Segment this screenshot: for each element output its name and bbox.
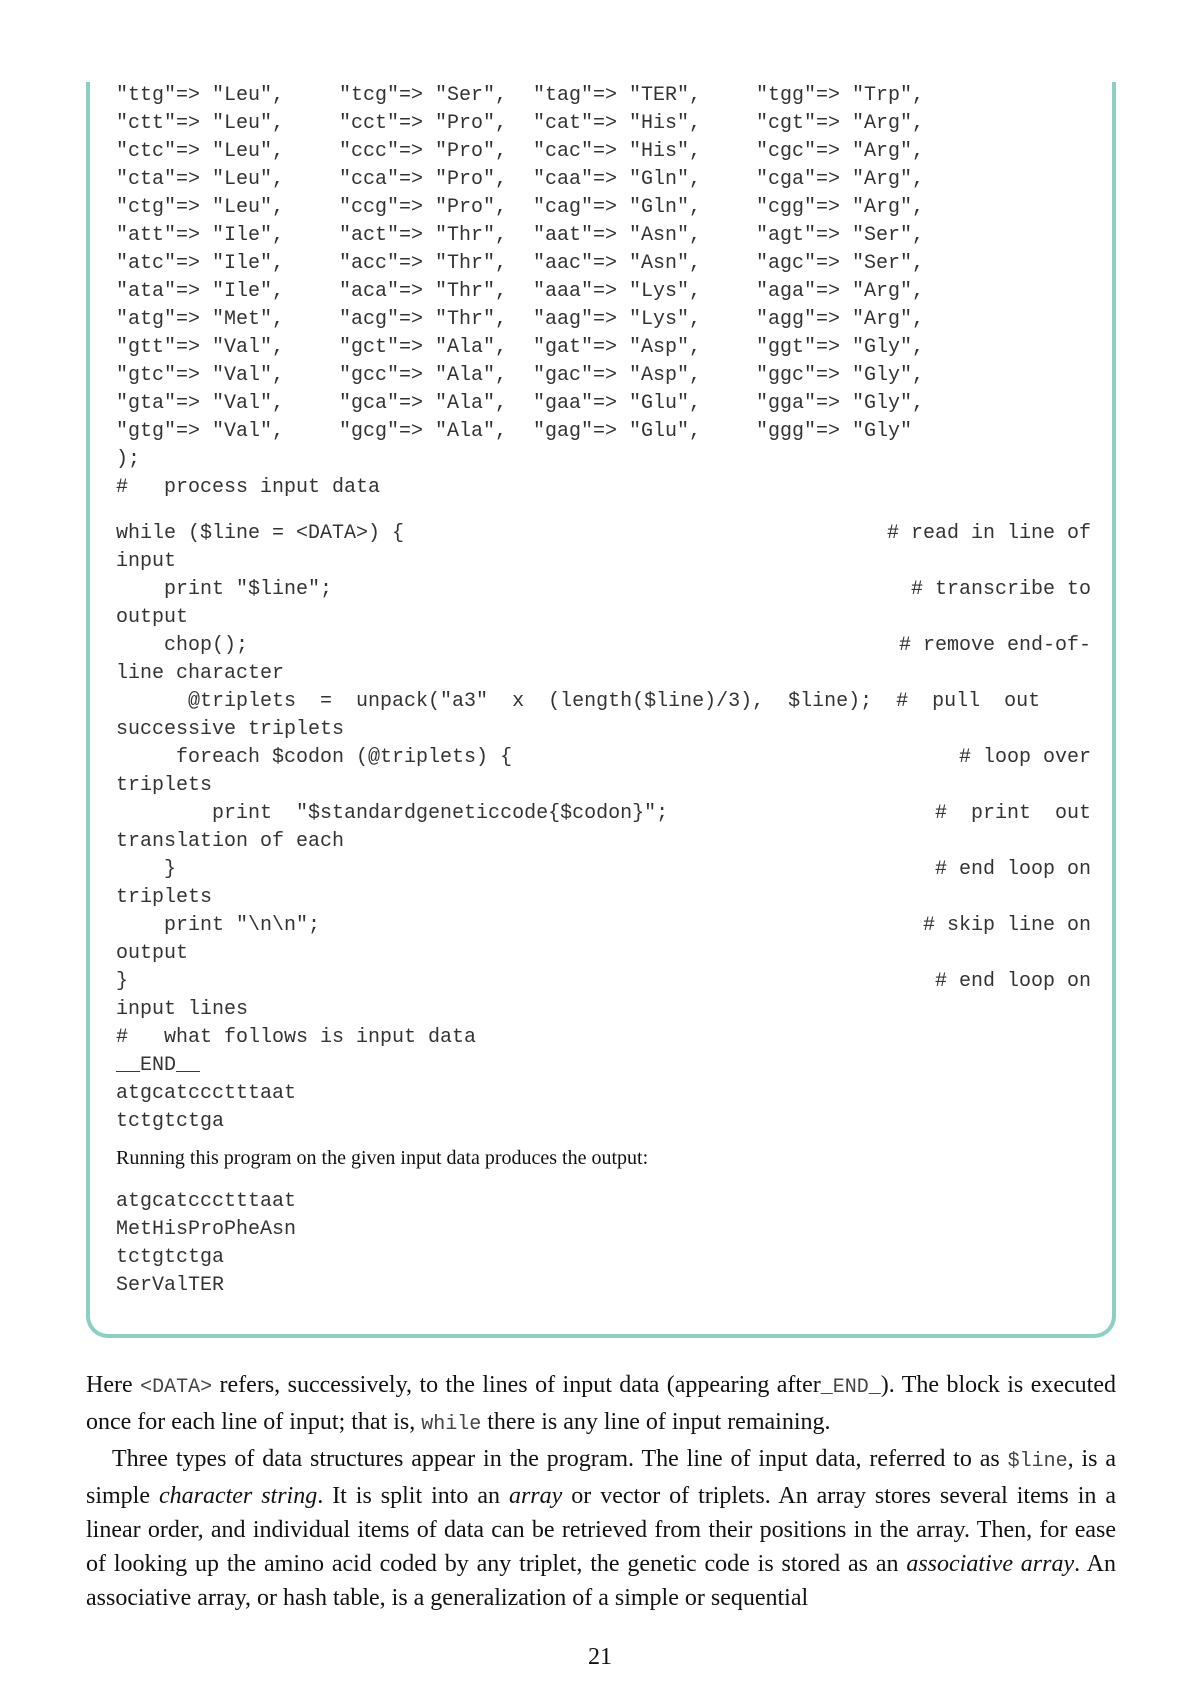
- output-line: MetHisProPheAsn: [116, 1218, 297, 1241]
- code-comment: # loop over: [958, 746, 1091, 769]
- text-run: . An associative array, or hash table, is a generalization of a simple or sequential: [86, 1551, 1116, 1611]
- text-run: Three types of data structures appear in the program. The line of input data, referred to as: [112, 1446, 1008, 1472]
- code-text: chop();: [116, 634, 249, 657]
- text-run: refers, successively, to the lines of input data (appearing after: [212, 1372, 821, 1398]
- code-text: print "$standardgeneticcode{$codon}";: [116, 802, 669, 825]
- inline-code: _END_: [820, 1376, 881, 1399]
- codon-entry: "gct"=> "Ala",: [339, 336, 508, 359]
- codon-row: [116, 334, 1106, 362]
- code-comment: # end loop on: [934, 970, 1091, 993]
- codon-entry: "gca"=> "Ala",: [339, 392, 508, 415]
- codon-row: [116, 194, 1106, 222]
- code-text: }: [116, 970, 129, 993]
- text-run: or vector of triplets. An array stores several items in a linear order, and individual items of data can be retrieved from their positions in the array. Then, for ease of looking up the amino acid coded by any triplet, the genetic code is stored as an: [86, 1483, 1116, 1577]
- codon-row: [116, 138, 1106, 166]
- codon-entry: "gag"=> "Glu",: [533, 420, 702, 443]
- codon-entry: "caa"=> "Gln",: [533, 168, 702, 191]
- code-text: output: [116, 942, 189, 965]
- code-line: [116, 968, 1091, 996]
- codon-entry: "agc"=> "Ser",: [756, 252, 925, 275]
- codon-entry: "agg"=> "Arg",: [756, 308, 925, 331]
- codon-entry: "agt"=> "Ser",: [756, 224, 925, 247]
- output-line: SerValTER: [116, 1274, 225, 1297]
- text-run: there is any line of input remaining.: [481, 1409, 831, 1435]
- code-line: [116, 1052, 1091, 1080]
- code-line: [116, 940, 1091, 968]
- codon-entry: "ctt"=> "Leu",: [116, 112, 285, 135]
- codon-entry: "ctg"=> "Leu",: [116, 196, 285, 219]
- code-line: [116, 1080, 1091, 1108]
- codon-entry: "tag"=> "TER",: [533, 84, 702, 107]
- codon-entry: "cga"=> "Arg",: [756, 168, 925, 191]
- code-text: atgcatccctttaat: [116, 1082, 297, 1105]
- codon-entry: "gcg"=> "Ala",: [339, 420, 508, 443]
- code-line: [116, 744, 1091, 772]
- inline-code: while: [421, 1413, 482, 1436]
- code-line: [116, 912, 1091, 940]
- codon-entry: "atg"=> "Met",: [116, 308, 285, 331]
- code-text: __END__: [116, 1054, 201, 1077]
- code-line: [116, 520, 1091, 548]
- output-caption: Running this program on the given input data produces the output:: [116, 1147, 649, 1169]
- perl-code-listing: [116, 446, 1091, 1136]
- code-comment: # end loop on: [934, 858, 1091, 881]
- codon-row: [116, 222, 1106, 250]
- code-text: # process input data: [116, 476, 381, 499]
- page-number: 21: [588, 1644, 612, 1670]
- text-run: ). The block is executed once for each line of input; that is,: [86, 1372, 1116, 1435]
- codon-row: [116, 362, 1106, 390]
- code-line: [116, 828, 1091, 856]
- code-line: [116, 576, 1091, 604]
- code-text: while ($line = <DATA>) {: [116, 522, 405, 545]
- code-comment: # read in line of: [886, 522, 1091, 545]
- codon-entry: "act"=> "Thr",: [339, 224, 508, 247]
- text-run: . It is split into an: [317, 1483, 509, 1509]
- codon-entry: "att"=> "Ile",: [116, 224, 285, 247]
- codon-entry: "gtc"=> "Val",: [116, 364, 285, 387]
- code-text: triplets: [116, 886, 213, 909]
- codon-entry: "gcc"=> "Ala",: [339, 364, 508, 387]
- emphasis: associative array: [906, 1551, 1075, 1577]
- emphasis: array: [508, 1483, 563, 1509]
- code-text: # what follows is input data: [116, 1026, 477, 1049]
- code-text: line character: [116, 662, 285, 685]
- codon-entry: "aga"=> "Arg",: [756, 280, 925, 303]
- code-text: @triplets = unpack("a3" x (length($line)/3), $line); # pull out: [116, 690, 1041, 713]
- code-line: [116, 1024, 1091, 1052]
- code-comment: # skip line on: [922, 914, 1091, 937]
- code-text: triplets: [116, 774, 213, 797]
- code-line: [116, 604, 1091, 632]
- codon-entry: "aca"=> "Thr",: [339, 280, 508, 303]
- codon-row: [116, 166, 1106, 194]
- codon-entry: "ggt"=> "Gly",: [756, 336, 925, 359]
- code-line: [116, 474, 1091, 502]
- codon-row: [116, 82, 1106, 110]
- program-output: [116, 1188, 296, 1300]
- code-line: [116, 856, 1091, 884]
- codon-row: [116, 250, 1106, 278]
- code-line: [116, 632, 1091, 660]
- codon-entry: "ggc"=> "Gly",: [756, 364, 925, 387]
- code-line: [116, 660, 1091, 688]
- code-text: }: [116, 858, 177, 881]
- codon-entry: "cgc"=> "Arg",: [756, 140, 925, 163]
- codon-row: [116, 418, 1106, 446]
- inline-code: $line: [1007, 1450, 1068, 1473]
- codon-entry: "gta"=> "Val",: [116, 392, 285, 415]
- codon-entry: "gtg"=> "Val",: [116, 420, 285, 443]
- code-spacer: [116, 502, 1091, 520]
- code-line: [116, 548, 1091, 576]
- code-line: [116, 688, 1091, 716]
- codon-entry: "ctc"=> "Leu",: [116, 140, 285, 163]
- codon-entry: "gac"=> "Asp",: [533, 364, 702, 387]
- codon-entry: "cgt"=> "Arg",: [756, 112, 925, 135]
- codon-entry: "atc"=> "Ile",: [116, 252, 285, 275]
- code-text: input: [116, 550, 177, 573]
- codon-entry: "cat"=> "His",: [533, 112, 702, 135]
- codon-entry: "acc"=> "Thr",: [339, 252, 508, 275]
- codon-entry: "ggg"=> "Gly": [756, 420, 913, 443]
- code-comment: # remove end-of-: [898, 634, 1091, 657]
- codon-entry: "ccc"=> "Pro",: [339, 140, 508, 163]
- codon-row: [116, 278, 1106, 306]
- codon-entry: "tgg"=> "Trp",: [756, 84, 925, 107]
- codon-entry: "aat"=> "Asn",: [533, 224, 702, 247]
- genetic-code-table: [116, 82, 1106, 446]
- codon-entry: "cgg"=> "Arg",: [756, 196, 925, 219]
- codon-row: [116, 306, 1106, 334]
- codon-entry: "ata"=> "Ile",: [116, 280, 285, 303]
- codon-entry: "acg"=> "Thr",: [339, 308, 508, 331]
- codon-entry: "cac"=> "His",: [533, 140, 702, 163]
- code-line: [116, 884, 1091, 912]
- code-line: [116, 800, 1091, 828]
- codon-entry: "gga"=> "Gly",: [756, 392, 925, 415]
- paragraph-2: [86, 1442, 1116, 1615]
- codon-entry: "gat"=> "Asp",: [533, 336, 702, 359]
- code-line: [116, 716, 1091, 744]
- code-line: [116, 446, 1091, 474]
- codon-row: [116, 390, 1106, 418]
- codon-entry: "aaa"=> "Lys",: [533, 280, 702, 303]
- codon-entry: "aac"=> "Asn",: [533, 252, 702, 275]
- codon-entry: "tcg"=> "Ser",: [339, 84, 508, 107]
- output-line: atgcatccctttaat: [116, 1190, 297, 1213]
- code-line: [116, 996, 1091, 1024]
- text-run: , is a simple: [86, 1446, 1116, 1509]
- inline-code: <DATA>: [140, 1376, 213, 1399]
- codon-entry: "ttg"=> "Leu",: [116, 84, 285, 107]
- codon-entry: "cta"=> "Leu",: [116, 168, 285, 191]
- code-text: successive triplets: [116, 718, 345, 741]
- codon-entry: "cag"=> "Gln",: [533, 196, 702, 219]
- code-line: [116, 772, 1091, 800]
- codon-entry: "cct"=> "Pro",: [339, 112, 508, 135]
- paragraph-1: [86, 1368, 1116, 1442]
- text-run: Here: [86, 1372, 141, 1398]
- output-line: tctgtctga: [116, 1246, 225, 1269]
- code-line: [116, 1108, 1091, 1136]
- codon-entry: "cca"=> "Pro",: [339, 168, 508, 191]
- codon-row: [116, 110, 1106, 138]
- body-text: [86, 1368, 1116, 1615]
- codon-entry: "gtt"=> "Val",: [116, 336, 285, 359]
- code-text: print "\n\n";: [116, 914, 321, 937]
- code-comment: # transcribe to: [910, 578, 1091, 601]
- code-comment: # print out: [934, 802, 1091, 825]
- code-text: tctgtctga: [116, 1110, 225, 1133]
- code-text: input lines: [116, 998, 249, 1021]
- code-text: print "$line";: [116, 578, 333, 601]
- code-text: );: [116, 448, 141, 471]
- codon-entry: "ccg"=> "Pro",: [339, 196, 508, 219]
- code-text: output: [116, 606, 189, 629]
- codon-entry: "gaa"=> "Glu",: [533, 392, 702, 415]
- codon-entry: "aag"=> "Lys",: [533, 308, 702, 331]
- code-text: translation of each: [116, 830, 345, 853]
- code-text: foreach $codon (@triplets) {: [116, 746, 513, 769]
- emphasis: character string: [158, 1483, 318, 1509]
